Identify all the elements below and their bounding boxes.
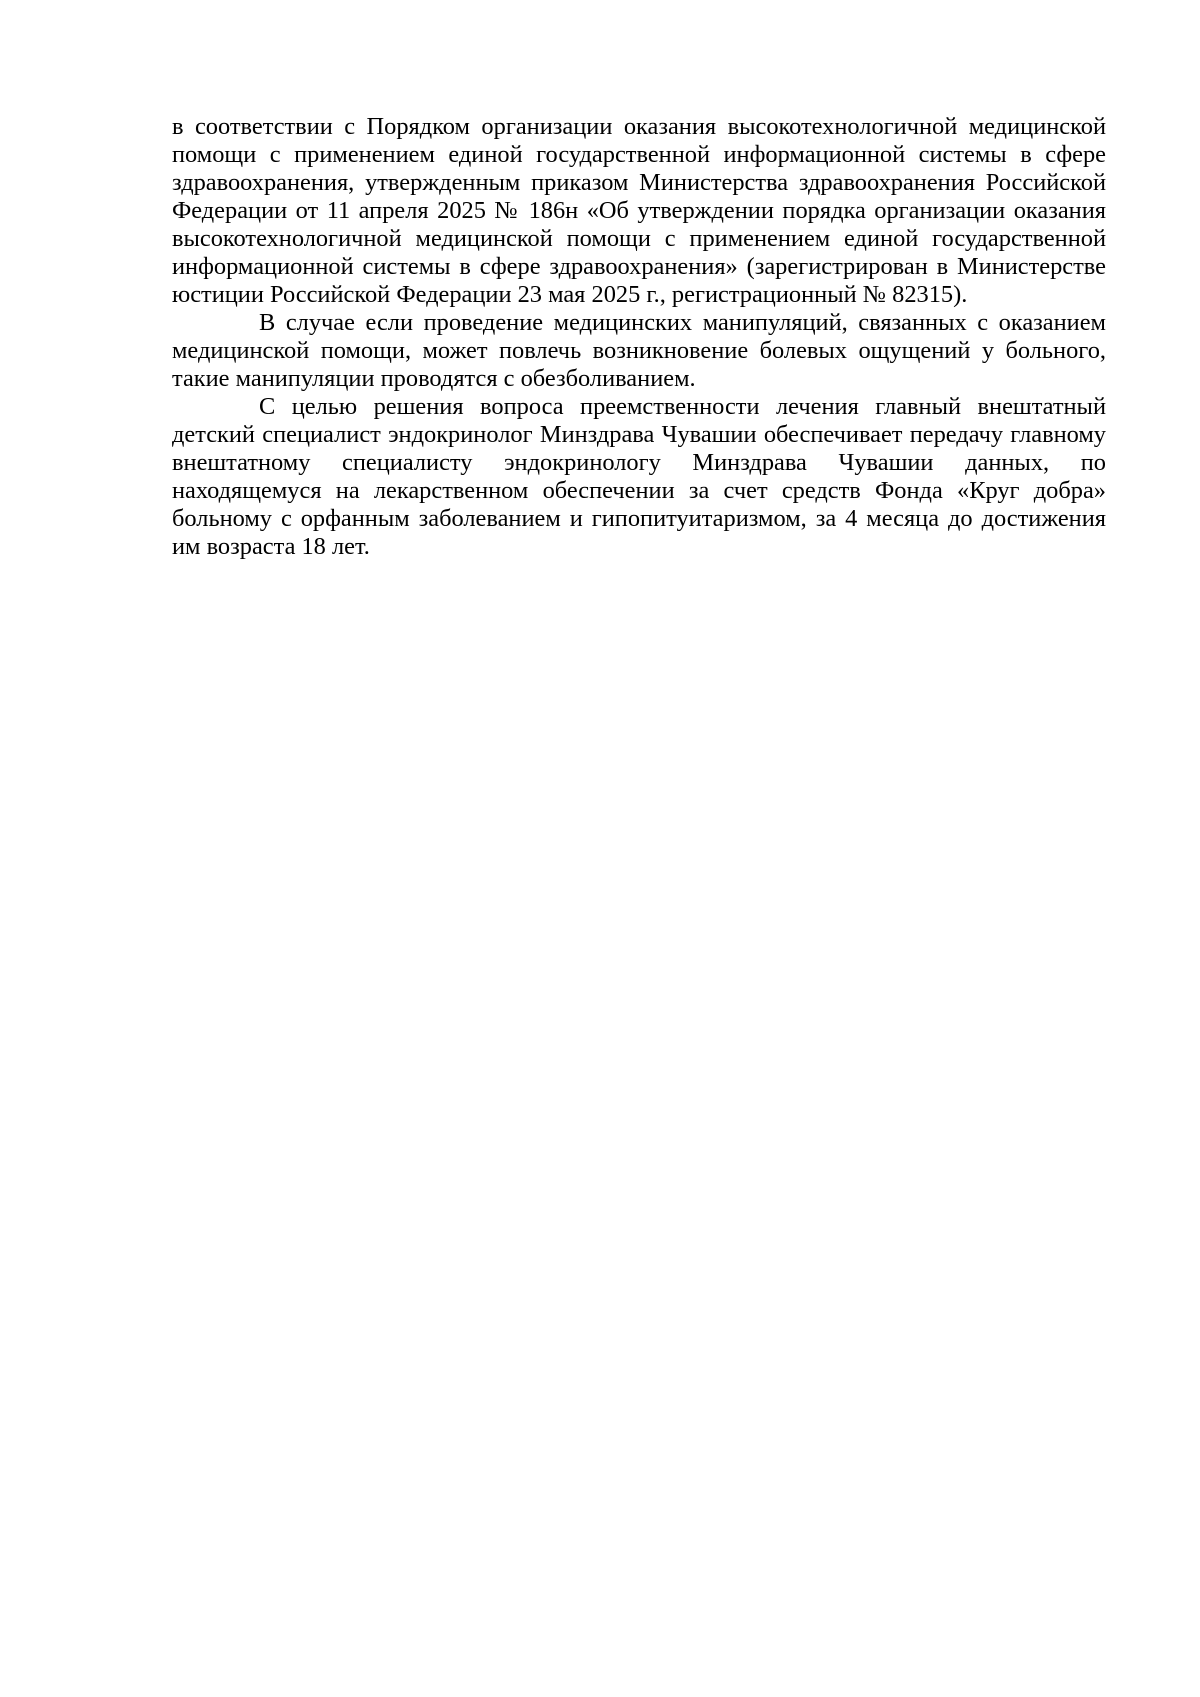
paragraph-continuation: в соответствии с Порядком организации оказания высокотехнологичной медицинской помощи с применением единой государственной информационной системы в сфере здравоохранения, утвержденным приказом Министерства здравоохранения Российской Федерации от 11 апреля 2025 № 186н «Об утверждении порядка организации оказания высокотехнологичной медицинской помощи с применением единой государственной информационной системы в сфере здравоохранения» (зарегистрирован в Министерстве юстиции Российской Федерации 23 мая 2025 г., регистрационный № 82315).: [172, 113, 1106, 308]
document-body: [172, 113, 1106, 561]
paragraph-continuity-of-care: С целью решения вопроса преемственности лечения главный внештатный детский специалист эндокринолог Минздрава Чувашии обеспечивает передачу главному внештатному специалисту эндокринологу Минздрава Чувашии данных, по находящемуся на лекарственном обеспечении за счет средств Фонда «Круг добра» больному с орфанным заболеванием и гипопитуитаризмом, за 4 месяца до достижения им возраста 18 лет.: [172, 393, 1106, 560]
paragraph-anesthesia: В случае если проведение медицинских манипуляций, связанных с оказанием медицинской помощи, может повлечь возникновение болевых ощущений у больного, такие манипуляции проводятся с обезболиванием.: [172, 309, 1106, 392]
